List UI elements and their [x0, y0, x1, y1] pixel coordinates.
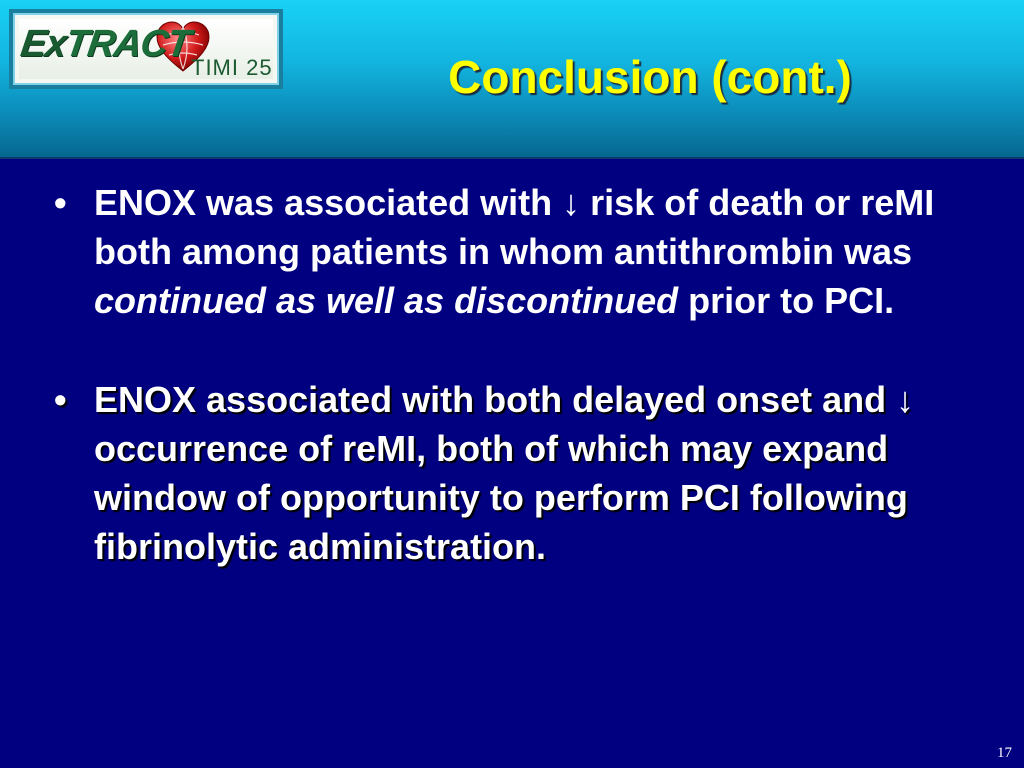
logo-subtitle: TIMI 25: [191, 55, 273, 80]
extract-timi-logo: [9, 9, 283, 89]
logo-brand-main: TRACT: [62, 23, 193, 65]
bullet-text: ENOX associated with both delayed onset and ↓ occurrence of reMI, both of which may expand window of opportunity to perform PCI following fibrinolytic administration.: [94, 379, 915, 567]
slide-content: [54, 178, 954, 571]
bullet-text-end: prior to PCI.: [678, 280, 895, 321]
bullet-marker: •: [54, 379, 67, 420]
logo-brand: [18, 23, 192, 66]
bullet-item-2: [54, 375, 954, 571]
bullet-marker: •: [54, 182, 67, 223]
bullet-text-italic: continued as well as discontinued: [94, 280, 679, 321]
logo-brand-prefix: Ex: [18, 23, 69, 65]
bullet-item-1: [54, 178, 954, 325]
bullet-text: ENOX was associated with ↓ risk of death or reMI both among patients in whom antithrombin was: [94, 182, 935, 272]
slide-title: Conclusion (cont.): [448, 51, 852, 103]
slide-header: [0, 0, 1024, 159]
page-number: 17: [997, 745, 1012, 761]
